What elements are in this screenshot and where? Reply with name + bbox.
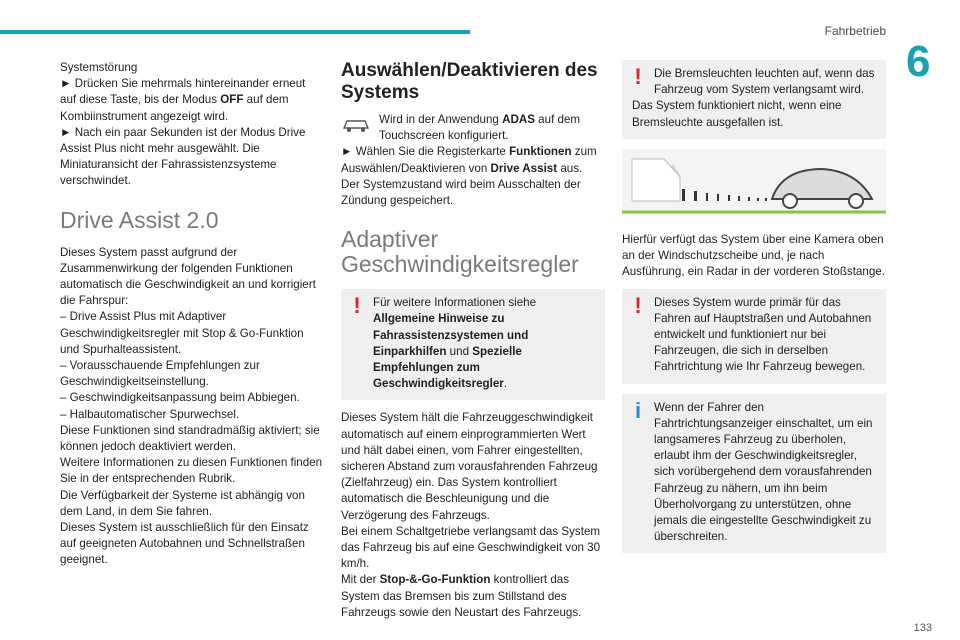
warning-icon: ! (353, 293, 361, 319)
paragraph: Diese Funktionen sind standradmäßig aktiviert; sie können jedoch deaktiviert werden. (60, 423, 320, 454)
paragraph: ► Drücken Sie mehrmals hintereinander erneut auf diese Taste, bis der Modus OFF auf dem Kombiinstrument angezeigt wird. (60, 77, 306, 123)
paragraph: Systemstörung (60, 61, 138, 74)
paragraph: Dieses System ist ausschließlich für den Einsatz auf geeigneten Autobahnen und Schnellstraßen geeignet. (60, 521, 309, 567)
paragraph: Dieses System hält die Fahrzeuggeschwindigkeit automatisch auf einem einprogrammierten Wert und hält dabei einen, vom Fahrer eingestellten, sicheren Abstand zum vorausfahrenden Fahrzeug (Zielfahrzeug) ein. Das System kontrolliert automatisch die Beschleunigung und die Verzögerung des Fahrzeugs. (341, 411, 598, 522)
warning-note: ! Dieses System wurde primär für das Fahren auf Hauptstraßen und Autobahnen entwickelt und funktioniert nur bei Fahrzeugen, die sich in derselben Fahrtrichtung wie Ihr Fahrzeug bewegen. (622, 289, 886, 384)
paragraph: Bei einem Schaltgetriebe verlangsamt das System das Fahrzeug bis auf eine Geschwindigkeit von 30 km/h. (341, 524, 601, 571)
column-3 (622, 60, 886, 553)
column-2 (341, 60, 605, 621)
section-heading: Adaptiver Geschwindigkeitsregler (341, 226, 579, 278)
list-item: – Geschwindigkeitsanpassung beim Abbiegen. (60, 391, 300, 405)
paragraph: Weitere Informationen zu diesen Funktionen finden Sie in der entsprechenden Rubrik. (60, 456, 323, 486)
warning-icon: ! (634, 292, 642, 318)
paragraph: ► Nach ein paar Sekunden ist der Modus Drive Assist Plus nicht mehr ausgewählt. Die Miniaturansicht der Fahrassistenzsysteme verschwindet. (60, 125, 306, 188)
section-title: Fahrbetrieb (824, 24, 886, 38)
warning-icon: ! (634, 64, 642, 89)
paragraph: Der Systemzustand wird beim Ausschalten der Zündung gespeichert. (341, 177, 581, 208)
section-heading: Drive Assist 2.0 (60, 206, 219, 233)
warning-note: ! Für weitere Informationen siehe Allgemeine Hinweise zu Fahrassistenzsystemen und Einparkhilfen und Spezielle Empfehlungen zum Geschwindigkeitsregler. (341, 289, 605, 400)
paragraph: Mit der Stop-&-Go-Funktion kontrolliert das System das Bremsen bis zum Stillstand des Fahrzeugs sowie den Neustart des Fahrzeugs. (341, 573, 582, 619)
warning-note: ! Die Bremsleuchten leuchten auf, wenn das Fahrzeug vom System verlangsamt wird. Das System funktioniert nicht, wenn eine Bremsleuchte ausgefallen ist. (622, 60, 886, 139)
list-item: – Halbautomatischer Spurwechsel. (60, 407, 240, 421)
header-accent-bar (0, 30, 470, 34)
list-item: – Vorausschauende Empfehlungen zur Geschwindigkeitseinstellung. (60, 359, 260, 389)
radar-illustration (622, 149, 886, 215)
info-note: i Wenn der Fahrer den Fahrtrichtungsanzeiger einschaltet, um ein langsameres Fahrzeug zu überholen, erlaubt ihm der Geschwindigkeitsregler, sich vorübergehend dem vorausfahrenden Fahrzeug zu nähern, um ihn beim Überholvorgang zu unterstützen, ohne jemals die eingestellte Geschwindigkeit zu überschreiten. (622, 394, 886, 554)
page-number: 133 (913, 622, 932, 634)
info-icon: i (634, 397, 642, 423)
section-heading: Auswählen/Deaktivieren des Systems (341, 60, 598, 103)
paragraph: Die Verfügbarkeit der Systeme ist abhängig von dem Land, in dem Sie fahren. (60, 488, 305, 518)
paragraph: Wird in der Anwendung ADAS auf dem Touchscreen konfiguriert. (341, 112, 605, 144)
paragraph: Dieses System passt aufgrund der Zusammenwirkung der folgenden Funktionen automatisch die Geschwindigkeit an und korrigiert die Fahrspur: (60, 245, 316, 308)
list-item: – Drive Assist Plus mit Adaptiver Geschwindigkeitsregler mit Stop & Go-Funktion und Spurhalteassistent. (60, 310, 304, 356)
car-adas-icon (341, 114, 371, 134)
paragraph: Hierfür verfügt das System über eine Kamera oben an der Windschutzscheibe und, je nach Ausführung, ein Radar in der vorderen Stoßstange. (622, 233, 885, 279)
paragraph: ► Wählen Sie die Registerkarte Funktionen zum Auswählen/Deaktivieren von Drive Assist aus. (341, 145, 597, 175)
chapter-number: 6 (906, 37, 931, 86)
column-1 (60, 60, 324, 569)
